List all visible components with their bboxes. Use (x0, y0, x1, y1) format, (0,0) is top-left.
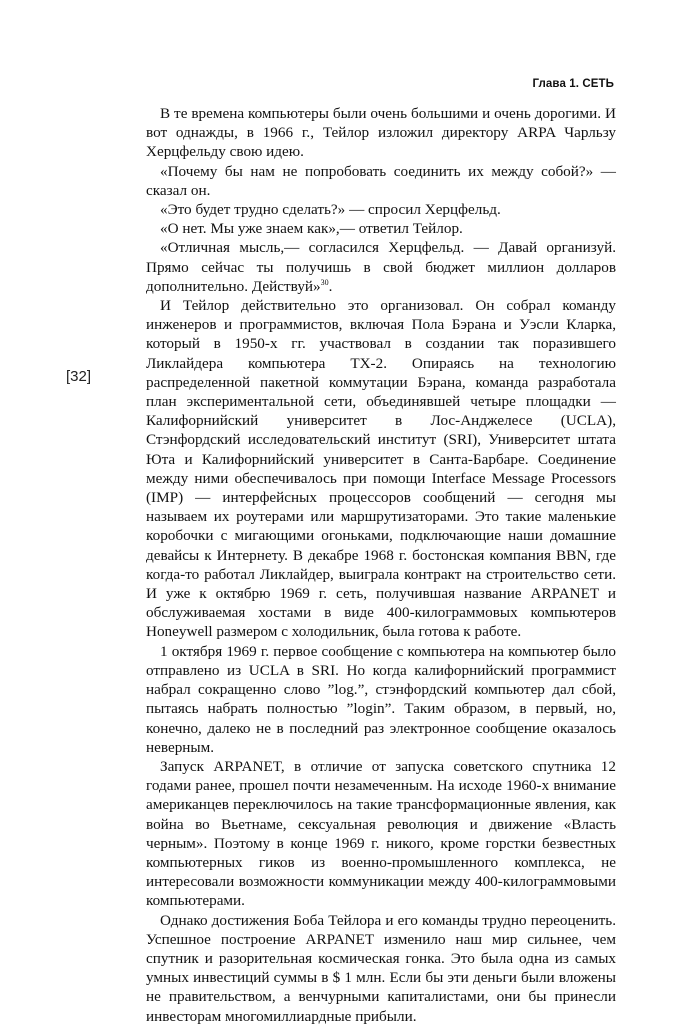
paragraph-3: «Это будет трудно сделать?» — спросил Херцфельд. (160, 201, 501, 219)
paragraph-9: Однако достижения Боба Тейлора и его команды трудно переоценить. Успешное построение ARPANET изменило наш мир сильнее, чем спутник и разорительная космическая гонка. Это была одна из самых умных инвестиций суммы в $ 1 млн. Если бы эти деньги были вложены не правительством, а венчурными капиталистами, они бы принесли инвесторам многомиллиардные прибыли. (146, 911, 616, 1025)
footnote-marker: 30 (320, 277, 329, 287)
paragraph-1: В те времена компьютеры были очень большими и очень дорогими. И вот однажды, в 1966 г., Тейлор изложил директору ARPA Чарльзу Херцфельду свою идею. (146, 105, 616, 161)
paragraph-5-text: «Отличная мысль,— согласился Херцфельд. — Давай организуй. Прямо сейчас ты получишь в свой бюджет миллион долларов дополнительно. Действуй» (146, 239, 616, 295)
body-text (146, 104, 616, 1026)
paragraph-4: «О нет. Мы уже знаем как»,— ответил Тейлор. (160, 220, 463, 238)
paragraph-2: «Почему бы нам не попробовать соединить их между собой?» — сказал он. (146, 162, 616, 199)
paragraph-5: «Отличная мысль,— согласился Херцфельд. — Давай организуй. Прямо сейчас ты получишь в свой бюджет миллион долларов дополнительно. Действуй»$^{30}$. (146, 239, 616, 295)
paragraph-6: И Тейлор действительно это организовал. Он собрал команду инженеров и программистов, включая Пола Бэрана и Уэсли Кларка, который в 1950-х гг. участвовал в создании так поразившего Ликлайдера компьютера TX-2. Опираясь на технологию распределенной пакетной коммутации Бэрана, команда разработала план экспериментальной сети, объединявшей четыре площадки — Калифорнийский университет в Лос-Анджелесе (UCLA), Стэнфордский исследовательский институт (SRI), Университет штата Юта и Калифорнийский университет в Санта-Барбаре. Соединение между ними обеспечивалось при помощи Interface Message Processors (IMP) — интерфейсных процессоров сообщений — сегодня мы называем их роутерами или маршрутизаторами. Это такие маленькие коробочки с мигающими огоньками, подключающие наши домашние девайсы к Интернету. В декабре 1968 г. бостонская компания BBN, где когда-то работал Ликлайдер, выиграла контракт на строительство сети. И уже к октябрю 1969 г. сеть, получившая название ARPANET и обслуживаемая хостами в виде 400-килограммовых компьютеров Honeywell размером с холодильник, была готова к работе. (146, 297, 616, 641)
running-header: Глава 1. СЕТЬ (532, 78, 614, 90)
paragraph-8: Запуск ARPANET, в отличие от запуска советского спутника 12 годами ранее, прошел почти незамеченным. На исходе 1960-х внимание американцев переключилось на такие трансформационные явления, как война во Вьетнаме, сексуальная революция и движение «Власть черным». Поэтому в конце 1969 г. никого, кроме горстки безвестных компьютерных гиков из военно-промышленного комплекса, не интересовали возможности коммуникации между 400-килограммовыми компьютерами. (146, 757, 616, 910)
paragraph-7: 1 октября 1969 г. первое сообщение с компьютера на компьютер было отправлено из UCLA в SRI. Но когда калифорнийский программист набрал сокращенно слово ”log.”, стэнфордский компьютер дал сбой, пытаясь набрать полностью ”login”. Таким образом, в первый, но, конечно, далеко не в последний раз электронное сообщение оказалось неверным. (146, 642, 616, 756)
page-number: [32] (66, 368, 92, 385)
